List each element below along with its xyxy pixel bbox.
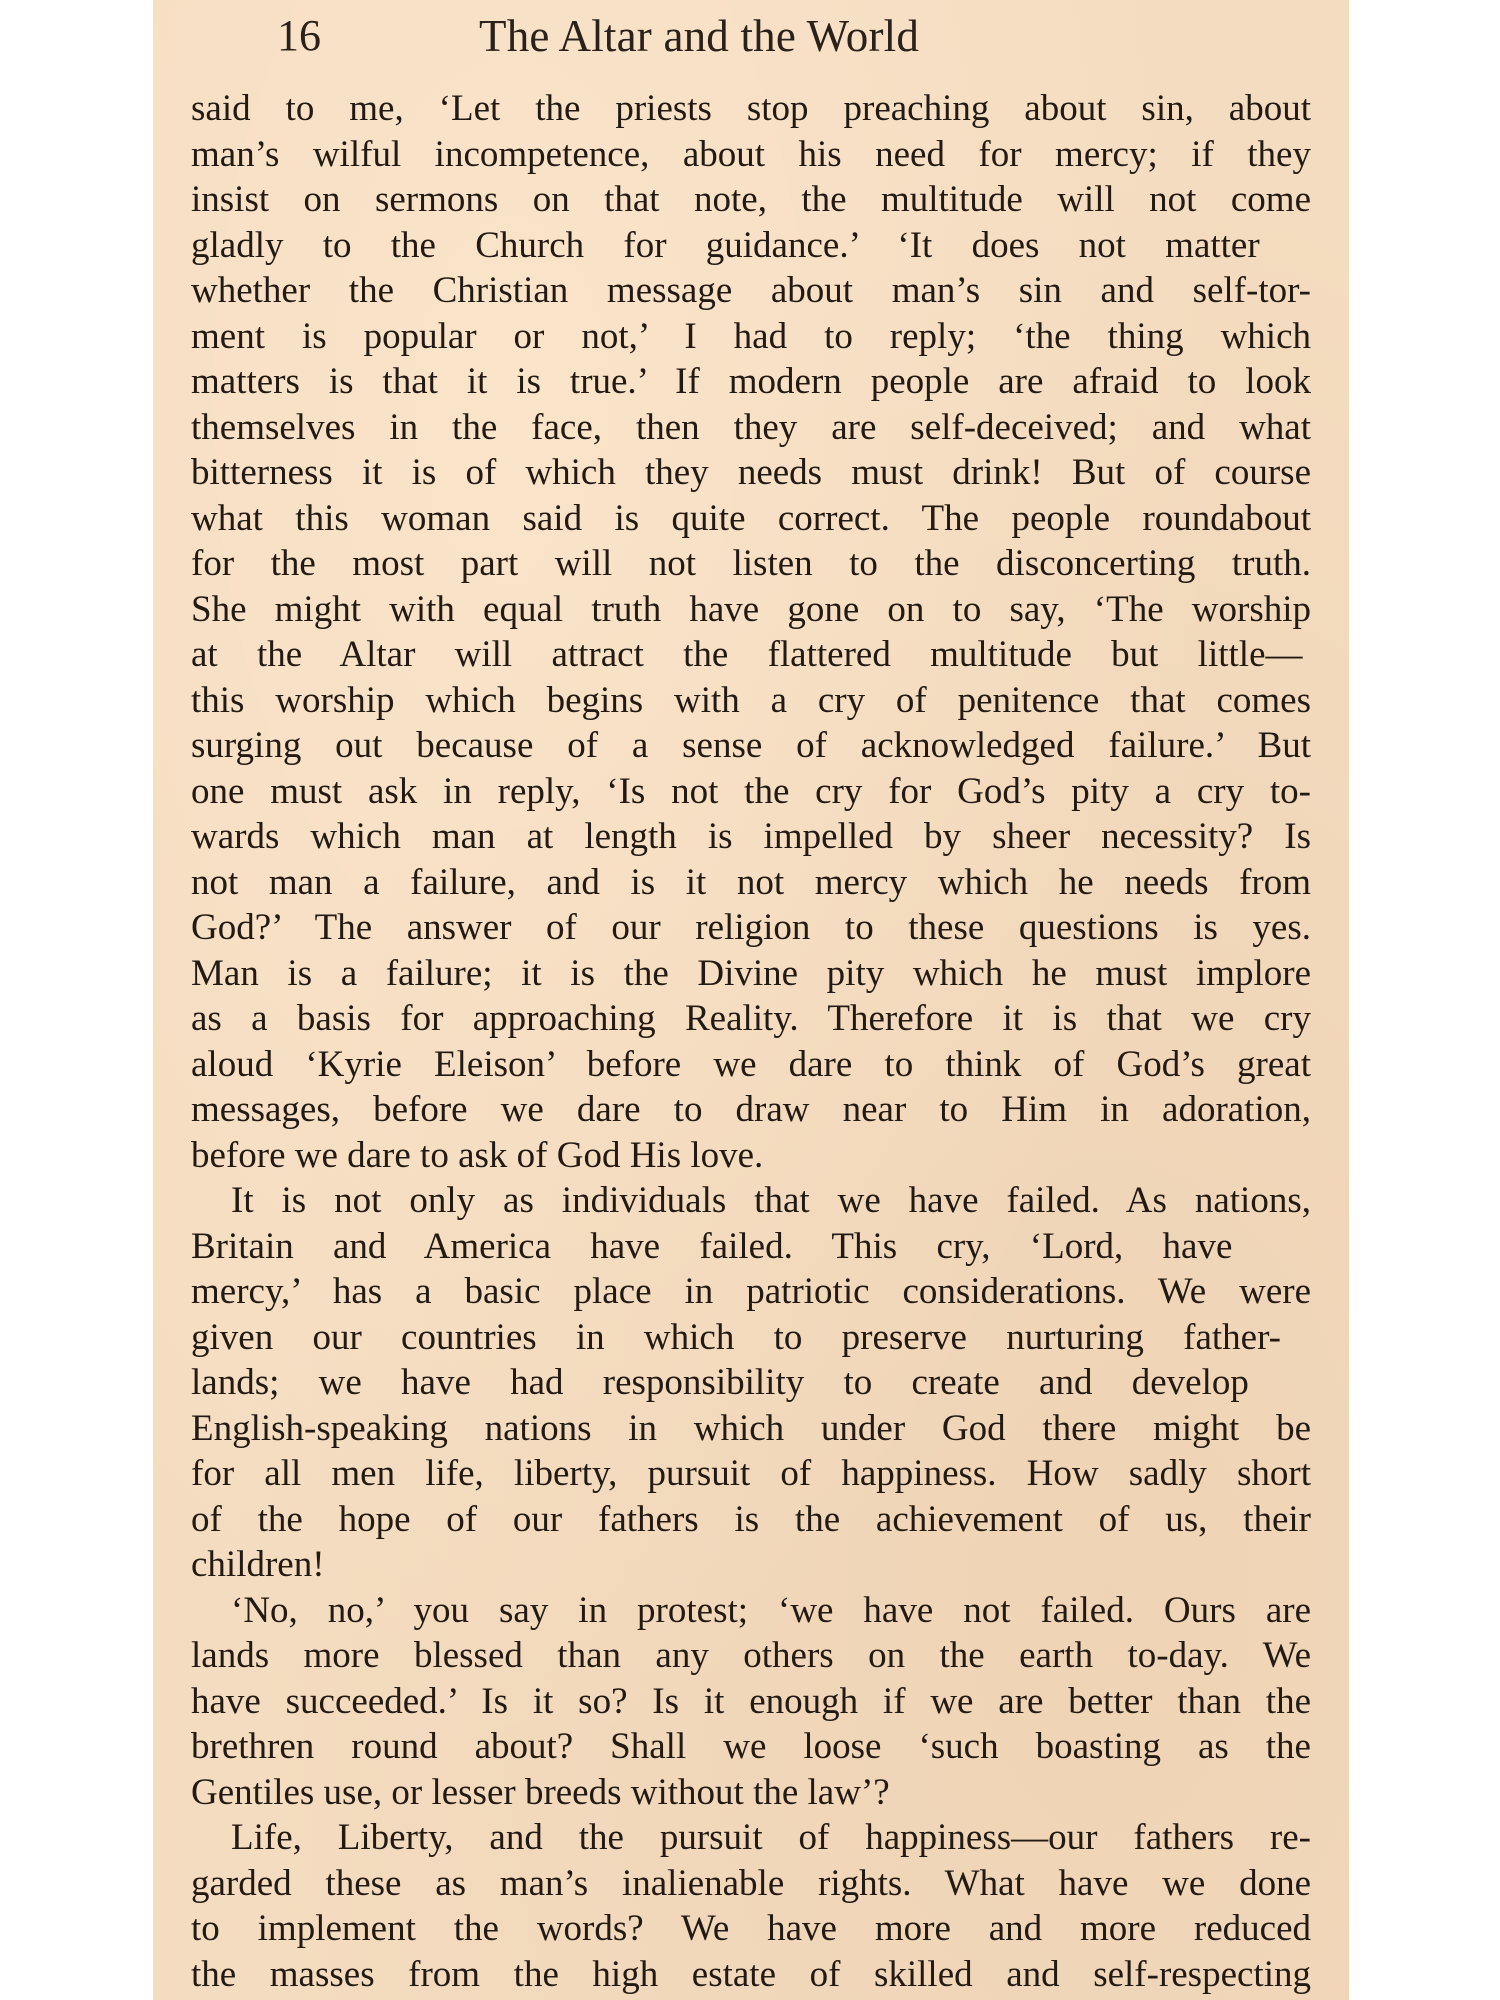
text-line: surging out because of a sense of acknowledged failure.’ But [191, 725, 1311, 766]
text-line: said to me, ‘Let the priests stop preaching about sin, about [191, 88, 1312, 129]
text-line: have succeeded.’ Is it so? Is it enough if we are better than the [191, 1680, 1311, 1722]
text-line: insist on sermons on that note, the multitude will not come [191, 179, 1311, 220]
text-line: not man a failure, and is it not mercy which he needs from [191, 861, 1311, 903]
text-line: matters is that it is true.’ If modern people are afraid to look [191, 361, 1311, 402]
running-header [153, 8, 1349, 64]
text-line: this worship which begins with a cry of penitence that comes [191, 679, 1311, 721]
text-line: as a basis for approaching Reality. Therefore it is that we cry [191, 998, 1311, 1039]
text-line: for all men life, liberty, pursuit of happiness. How sadly short [191, 1453, 1311, 1494]
text-line: given our countries in which to preserve nurturing father- [191, 1316, 1281, 1358]
text-line: ‘No, no,’ you say in protest; ‘we have not failed. Ours are [231, 1589, 1311, 1631]
text-line: for the most part will not listen to the disconcerting truth. [191, 543, 1311, 584]
text-line: what this woman said is quite correct. The people roundabout [191, 497, 1311, 539]
text-line: God?’ The answer of our religion to these questions is yes. [191, 907, 1311, 948]
text-line: gladly to the Church for guidance.’ ‘It does not matter [191, 224, 1260, 266]
text-line: lands more blessed than any others on the earth to-day. We [191, 1635, 1311, 1676]
text-line: at the Altar will attract the flattered multitude but little— [191, 634, 1303, 675]
text-line: garded these as man’s inalienable rights. What have we done [191, 1862, 1311, 1904]
text-line: one must ask in reply, ‘Is not the cry for God’s pity a cry to- [191, 770, 1311, 812]
text-line: to implement the words? We have more and more reduced [191, 1908, 1311, 1949]
text-line: English-speaking nations in which under God there might be [191, 1407, 1311, 1449]
text-line: messages, before we dare to draw near to Him in adoration, [191, 1089, 1311, 1130]
text-line: whether the Christian message about man’s sin and self-tor- [191, 270, 1311, 311]
text-line: Gentiles use, or lesser breeds without the law’? [191, 1771, 890, 1813]
text-line: wards which man at length is impelled by sheer necessity? Is [191, 816, 1311, 857]
text-line: before we dare to ask of God His love. [191, 1134, 764, 1176]
text-line: brethren round about? Shall we loose ‘such boasting as the [191, 1726, 1311, 1767]
text-line: children! [191, 1544, 325, 1585]
text-line: ment is popular or not,’ I had to reply; ‘the thing which [191, 315, 1311, 357]
book-page [153, 0, 1349, 2000]
text-line: mercy,’ has a basic place in patriotic considerations. We were [191, 1271, 1311, 1312]
text-line: bitterness it is of which they needs must drink! But of course [191, 452, 1311, 493]
text-line: man’s wilful incompetence, about his need for mercy; if they [191, 133, 1311, 175]
text-line: aloud ‘Kyrie Eleison’ before we dare to think of God’s great [191, 1043, 1311, 1085]
text-line: Life, Liberty, and the pursuit of happiness—our fathers re- [231, 1817, 1311, 1858]
text-line: She might with equal truth have gone on to say, ‘The worship [191, 588, 1311, 630]
text-line: Man is a failure; it is the Divine pity which he must implore [191, 952, 1311, 994]
text-line: the masses from the high estate of skilled and self-respecting [191, 1953, 1311, 1995]
text-line: It is not only as individuals that we have failed. As nations, [231, 1180, 1311, 1221]
text-line: lands; we have had responsibility to create and develop [191, 1362, 1249, 1403]
running-title: The Altar and the World [479, 11, 920, 61]
body-text [191, 86, 1311, 1997]
text-line: Britain and America have failed. This cry, ‘Lord, have [191, 1225, 1233, 1267]
page-number: 16 [277, 11, 321, 60]
text-line: themselves in the face, then they are self-deceived; and what [191, 406, 1311, 448]
text-line: of the hope of our fathers is the achievement of us, their [191, 1498, 1311, 1540]
